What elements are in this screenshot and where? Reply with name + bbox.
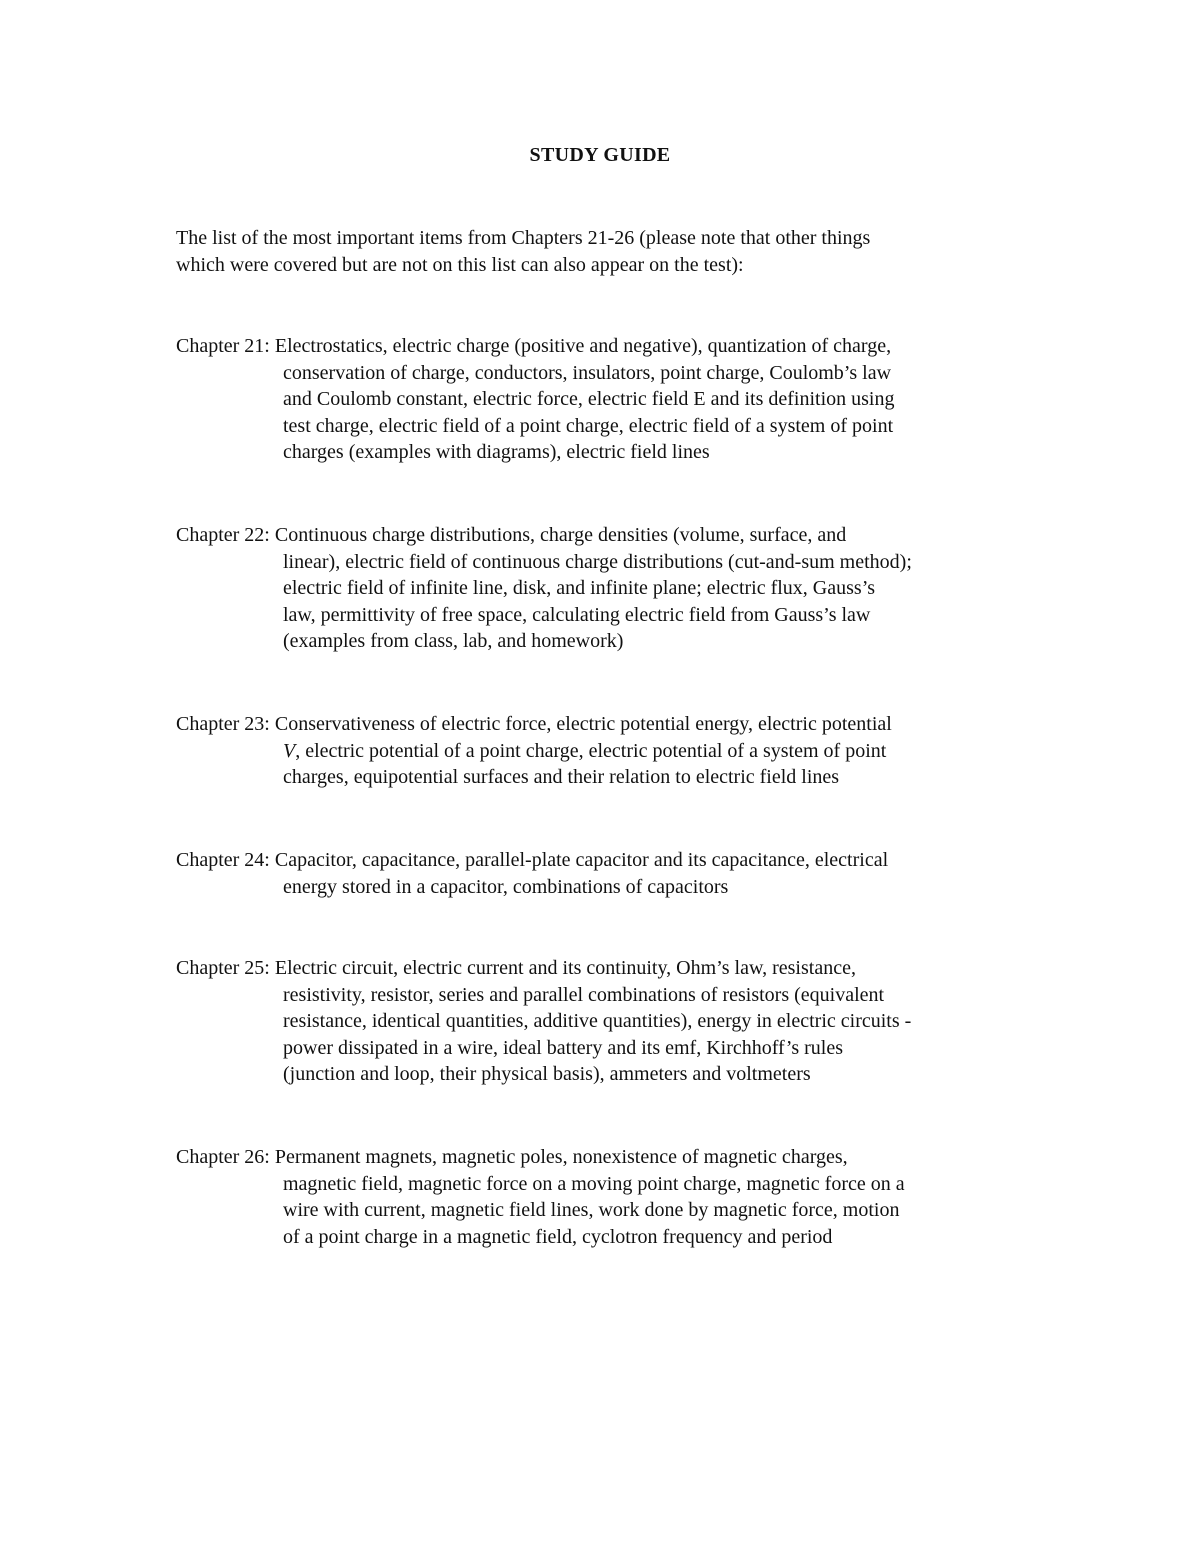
chapter-first-line [176,847,1056,874]
chapter-text: of a point charge in a magnetic field, cyclotron frequency and period [283,1225,833,1248]
chapter-text: conservation of charge, conductors, insulators, point charge, Coulomb’s law [283,361,892,384]
chapter-21-section [176,333,1056,466]
chapter-text: power dissipated in a wire, ideal battery and its emf, Kirchhoff’s rules [283,1036,844,1059]
chapter-text: resistance, identical quantities, additive quantities), energy in electric circuits - [283,1010,912,1032]
chapter-text: Electric circuit, electric current and its continuity, Ohm’s law, resistance, [274,957,856,979]
chapter-text: Capacitor, capacitance, parallel-plate capacitor and its capacitance, electrical [274,849,889,871]
chapter-text: test charge, electric field of a point charge, electric field of a system of point [283,414,894,437]
chapter-text: (junction and loop, their physical basis), ammeters and voltmeters [283,1063,811,1085]
chapter-25-section [176,955,1056,1088]
chapter-text: linear), electric field of continuous charge distributions (cut-and-sum method); [283,550,912,573]
chapter-text: electric field of infinite line, disk, and infinite plane; electric flux, Gauss’s [283,577,876,599]
chapter-label: Chapter 22: [176,524,270,546]
chapter-text: Conservativeness of electric force, electric potential energy, electric potential [274,713,892,735]
chapter-text: Permanent magnets, magnetic poles, nonexistence of magnetic charges, [274,1146,848,1168]
page-title: STUDY GUIDE [529,144,671,166]
chapter-first-line [176,955,1056,982]
chapter-label: Chapter 26: [176,1146,270,1168]
chapter-26-section [176,1144,1056,1250]
chapter-first-line [176,1144,1056,1171]
intro-line: The list of the most important items from Chapters 21-26 (please note that other things [176,227,871,249]
chapter-label: Chapter 23: [176,713,270,735]
chapter-23-section [176,711,1056,791]
chapter-text-line [176,738,1056,765]
chapter-text: Electrostatics, electric charge (positive and negative), quantization of charge, [274,335,892,357]
chapter-text: resistivity, resistor, series and parallel combinations of resistors (equivalent [283,983,885,1006]
chapter-text: and Coulomb constant, electric force, electric field E and its definition using [283,388,895,410]
chapter-first-line [176,522,1056,549]
chapter-text: wire with current, magnetic field lines, work done by magnetic force, motion [283,1199,900,1221]
chapter-text: , electric potential of a point charge, electric potential of a system of point [295,739,887,762]
chapter-label: Chapter 21: [176,335,270,357]
chapter-text: (examples from class, lab, and homework) [283,630,624,652]
chapter-text: Continuous charge distributions, charge densities (volume, surface, and [274,524,847,546]
chapter-24-section [176,847,1056,900]
chapter-text: charges (examples with diagrams), electric field lines [283,441,710,463]
intro-line: which were covered but are not on this list can also appear on the test): [176,254,744,276]
chapter-22-section [176,522,1056,655]
chapter-first-line [176,333,1056,360]
chapter-text: magnetic field, magnetic force on a moving point charge, magnetic force on a [283,1172,905,1195]
chapter-text: charges, equipotential surfaces and their relation to electric field lines [283,766,840,788]
potential-symbol: V [283,739,296,762]
chapter-label: Chapter 24: [176,849,270,871]
chapter-label: Chapter 25: [176,957,270,979]
chapter-text: law, permittivity of free space, calculating electric field from Gauss’s law [283,603,871,626]
chapter-text: energy stored in a capacitor, combinations of capacitors [283,875,729,898]
intro-paragraph [176,225,1036,279]
chapter-first-line [176,711,1056,738]
